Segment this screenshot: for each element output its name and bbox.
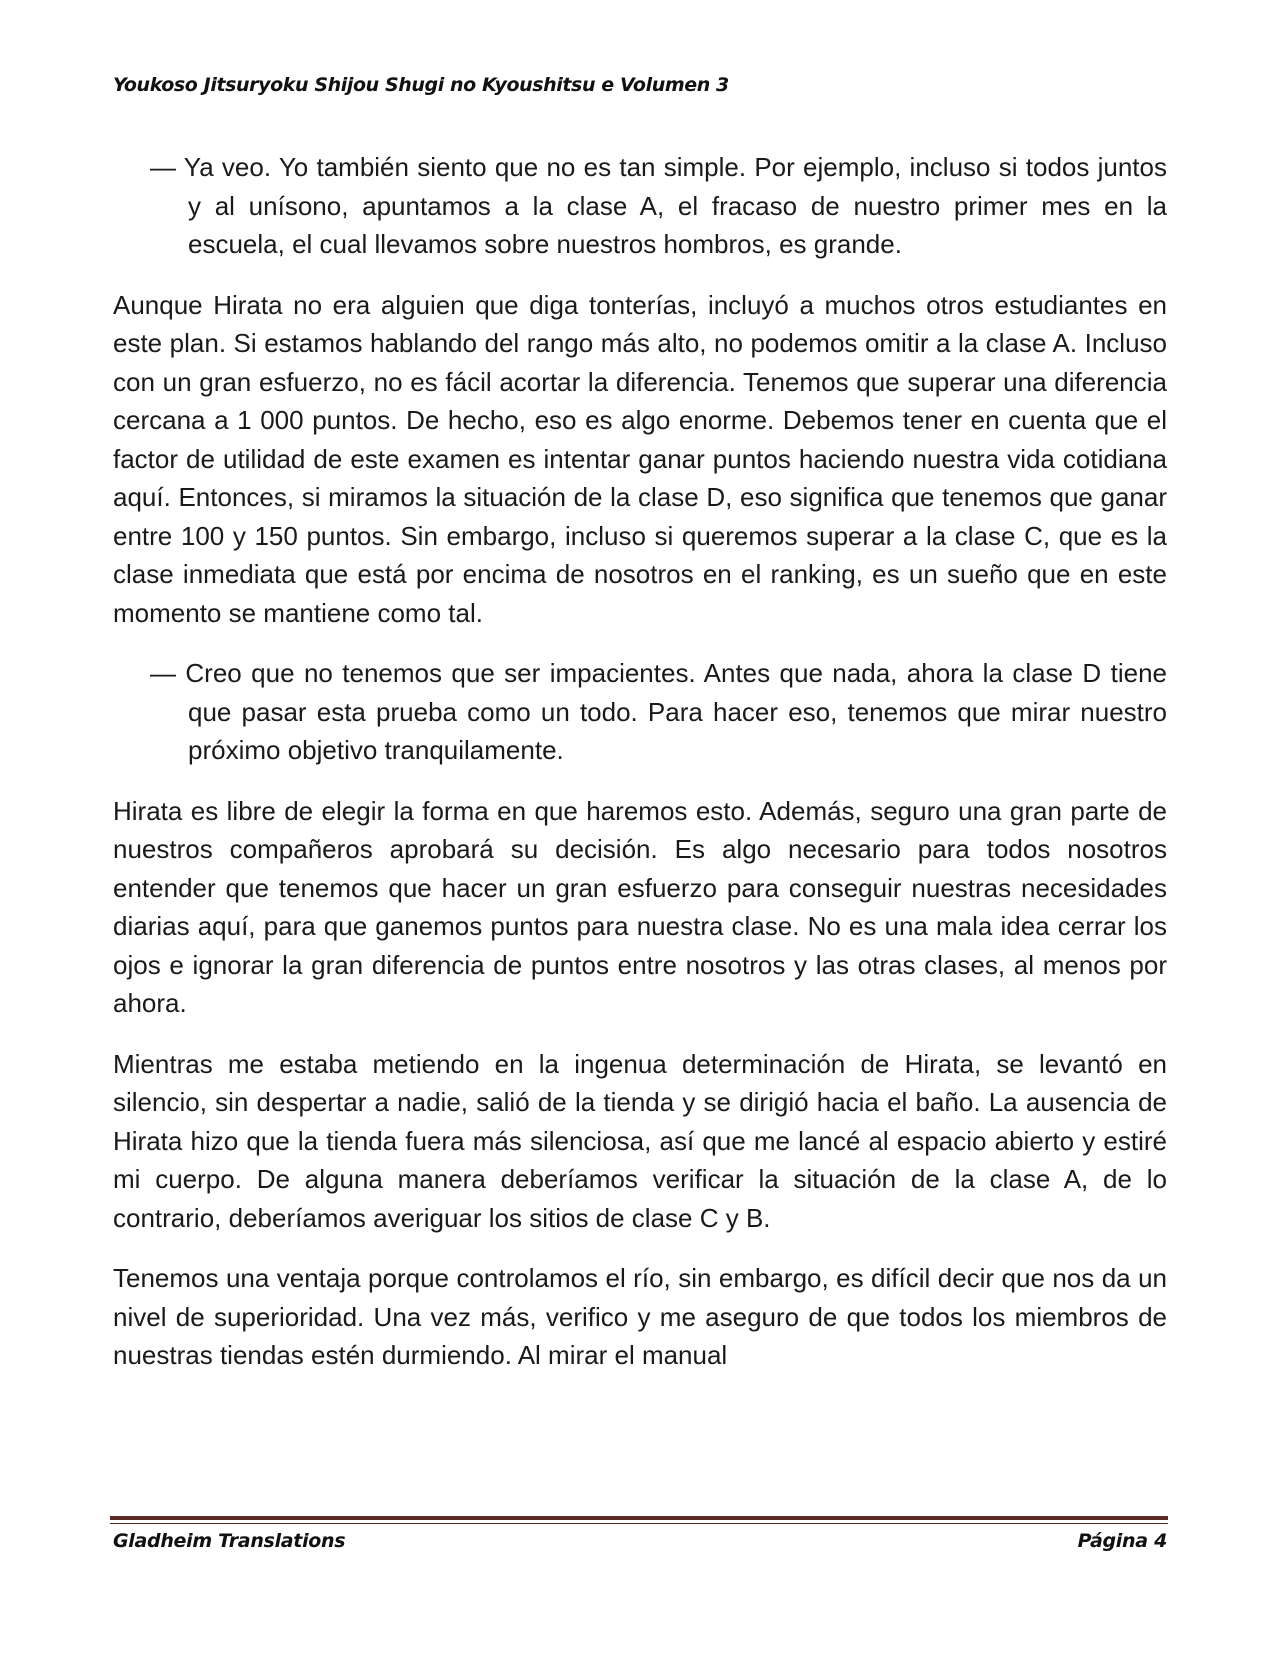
narration-paragraph: Hirata es libre de elegir la forma en que haremos esto. Además, seguro una gran parte de nuestros compañeros aprobará su decisión. Es algo necesario para todos nosotros entender que tenemos que hacer un gran esfuerzo para conseguir nuestras necesidades diarias aquí, para que ganemos puntos para nuestra clase. No es una mala idea cerrar los ojos e ignorar la gran diferencia de puntos entre nosotros y las otras clases, al menos por ahora. [113, 795, 1167, 1018]
footer-credit: Gladheim Translations [113, 1530, 346, 1552]
narration-paragraph: Mientras me estaba metiendo en la ingenua determinación de Hirata, se levantó en silencio, sin despertar a nadie, salió de la tienda y se dirigió hacia el baño. La ausencia de Hirata hizo que la tienda fuera más silenciosa, así que me lancé al espacio abierto y estiré mi cuerpo. De alguna manera deberíamos verificar la situación de la clase A, de lo contrario, deberíamos averiguar los sitios de clase C y B. [113, 1048, 1167, 1233]
dialog-paragraph: — Ya veo. Yo también siento que no es tan simple. Por ejemplo, incluso si todos juntos y al unísono, apuntamos a la clase A, el fracaso de nuestro primer mes en la escuela, el cual llevamos sobre nuestros hombros, es grande. [150, 152, 1167, 259]
footer-divider-thick [110, 1516, 1168, 1520]
footer-page-number: Página 4 [1077, 1530, 1167, 1552]
footer-divider-thin [110, 1523, 1168, 1524]
page-body [113, 148, 1167, 1397]
page-header-title: Youkoso Jitsuryoku Shijou Shugi no Kyoushitsu e Volumen 3 [113, 74, 729, 96]
dialog-paragraph: — Creo que no tenemos que ser impacientes. Antes que nada, ahora la clase D tiene que pasar esta prueba como un todo. Para hacer eso, tenemos que mirar nuestro próximo objetivo tranquilamente. [150, 658, 1167, 765]
narration-paragraph: Tenemos una ventaja porque controlamos el río, sin embargo, es difícil decir que nos da un nivel de superioridad. Una vez más, verifico y me aseguro de que todos los miembros de nuestras tiendas estén durmiendo. Al mirar el manual [113, 1263, 1167, 1370]
narration-paragraph: Aunque Hirata no era alguien que diga tonterías, incluyó a muchos otros estudiantes en este plan. Si estamos hablando del rango más alto, no podemos omitir a la clase A. Incluso con un gran esfuerzo, no es fácil acortar la diferencia. Tenemos que superar una diferencia cercana a 1 000 puntos. De hecho, eso es algo enorme. Debemos tener en cuenta que el factor de utilidad de este examen es intentar ganar puntos haciendo nuestra vida cotidiana aquí. Entonces, si miramos la situación de la clase D, eso significa que tenemos que ganar entre 100 y 150 puntos. Sin embargo, incluso si queremos superar a la clase C, que es la clase inmediata que está por encima de nosotros en el ranking, es un sueño que en este momento se mantiene como tal. [113, 289, 1167, 628]
